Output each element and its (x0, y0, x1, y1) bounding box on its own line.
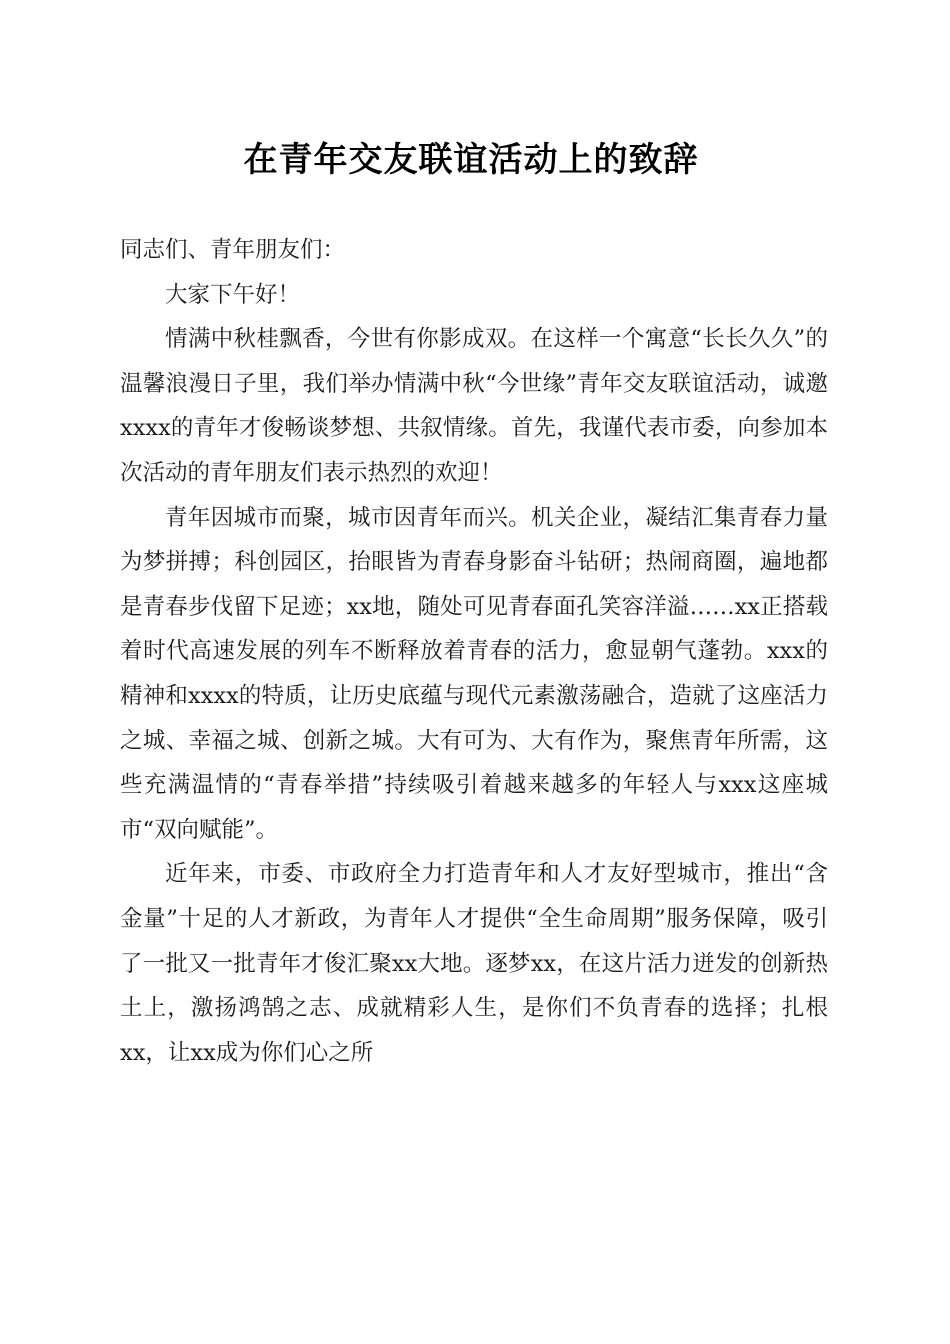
paragraph-greeting: 大家下午好！ (165, 281, 301, 308)
paragraph-talent-policy: 近年来，市委、市政府全力打造青年和人才友好型城市，推出“含金量”十足的人才新政，为青年人才提供“全生命周期”服务保障，吸引了一批又一批青年才俊汇聚xx大地。逐梦xx，在这片活力迸发的创新热土上，激扬鸿鹄之志、成就精彩人生，是你们不负青春的选择；扎根xx，让xx成为你们心之所 (120, 861, 828, 1066)
paragraph-welcome: 情满中秋桂飘香，今世有你影成双。在这样一个寓意“长长久久”的温馨浪漫日子里，我们举办情满中秋“今世缘”青年交友联谊活动，诚邀xxxx的青年才俊畅谈梦想、共叙情缘。首先，我谨代表市委，向参加本次活动的青年朋友们表示热烈的欢迎！ (120, 326, 828, 486)
document-title: 在青年交友联谊活动上的致辞 (243, 140, 699, 180)
document-body (120, 228, 828, 1075)
paragraph-city-youth: 青年因城市而聚，城市因青年而兴。机关企业，凝结汇集青春力量为梦拼搏；科创园区，抬眼皆为青春身影奋斗钻研；热闹商圈，遍地都是青春步伐留下足迹；xx地，随处可见青春面孔笑容洋溢……xx正搭载着时代高速发展的列车不断释放着青春的活力，愈显朝气蓬勃。xxx的精神和xxxx的特质，让历史底蕴与现代元素激荡融合，造就了这座活力之城、幸福之城、创新之城。大有可为、大有作为，聚焦青年所需，这些充满温情的“青春举措”持续吸引着越来越多的年轻人与xxx这座城市“双向赋能”。 (120, 504, 828, 843)
salutation: 同志们、青年朋友们： (120, 237, 346, 263)
